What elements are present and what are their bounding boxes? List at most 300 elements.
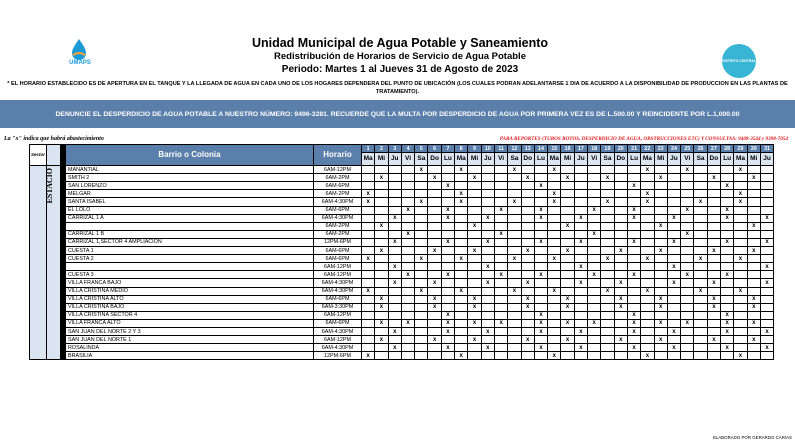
supply-day-cell: x <box>667 327 680 335</box>
supply-day-cell <box>481 303 494 311</box>
supply-day-cell: x <box>760 263 773 271</box>
supply-day-cell: x <box>481 344 494 352</box>
supply-day-cell: x <box>375 336 388 344</box>
supply-day-cell: x <box>627 327 640 335</box>
barrio-name: VILLA FRANCA BAJO <box>66 279 314 287</box>
supply-day-cell <box>401 222 414 230</box>
supply-day-cell <box>481 182 494 190</box>
supply-day-cell <box>415 344 428 352</box>
supply-day-cell <box>667 198 680 206</box>
supply-day-cell <box>681 198 694 206</box>
supply-day-cell <box>455 247 468 255</box>
supply-day-cell: x <box>548 190 561 198</box>
supply-day-cell: x <box>627 344 640 352</box>
barrio-name: SAN JUAN DEL NORTE 2 Y 3 <box>66 327 314 335</box>
supply-day-cell <box>561 182 574 190</box>
horario-value: 6AM-6PM <box>314 206 362 214</box>
weekday-label: Ju <box>760 153 773 166</box>
supply-day-cell: x <box>734 190 747 198</box>
table-row <box>30 206 774 214</box>
supply-day-cell: x <box>694 287 707 295</box>
supply-day-cell <box>548 327 561 335</box>
supply-day-cell: x <box>468 295 481 303</box>
supply-day-cell <box>601 166 614 174</box>
table-row <box>30 287 774 295</box>
supply-day-cell <box>508 271 521 279</box>
supply-day-cell: x <box>534 271 547 279</box>
supply-day-cell <box>561 263 574 271</box>
supply-day-cell: x <box>468 319 481 327</box>
supply-day-cell <box>388 174 401 182</box>
supply-day-cell: x <box>588 230 601 238</box>
supply-day-cell <box>388 230 401 238</box>
barrio-name: SANTA ISABEL <box>66 198 314 206</box>
supply-day-cell <box>521 238 534 246</box>
supply-day-cell <box>388 198 401 206</box>
supply-day-cell <box>588 214 601 222</box>
supply-day-cell <box>601 247 614 255</box>
supply-day-cell: x <box>481 327 494 335</box>
supply-day-cell <box>681 303 694 311</box>
barrio-name <box>66 222 314 230</box>
supply-day-cell: x <box>388 263 401 271</box>
supply-day-cell: x <box>721 271 734 279</box>
supply-day-cell <box>375 230 388 238</box>
supply-day-cell: x <box>401 319 414 327</box>
supply-day-cell <box>681 190 694 198</box>
supply-day-cell <box>494 198 507 206</box>
supply-day-cell <box>415 182 428 190</box>
supply-day-cell <box>362 222 375 230</box>
supply-day-cell <box>614 166 627 174</box>
supply-day-cell <box>721 190 734 198</box>
day-number: 5 <box>415 145 428 153</box>
supply-day-cell <box>601 336 614 344</box>
legend-x-meaning: La "x" indica que habrá abastecimiento <box>4 136 104 142</box>
supply-day-cell: x <box>601 174 614 182</box>
supply-day-cell <box>401 182 414 190</box>
header-row-days <box>30 145 774 153</box>
supply-day-cell <box>441 230 454 238</box>
supply-day-cell <box>561 344 574 352</box>
supply-day-cell <box>481 311 494 319</box>
supply-day-cell <box>508 319 521 327</box>
supply-day-cell <box>681 336 694 344</box>
supply-day-cell <box>481 336 494 344</box>
weekday-label: Lu <box>534 153 547 166</box>
day-number: 25 <box>681 145 694 153</box>
day-number: 22 <box>641 145 654 153</box>
weekday-label: Ma <box>362 153 375 166</box>
table-row <box>30 230 774 238</box>
supply-day-cell <box>694 327 707 335</box>
day-number: 27 <box>707 145 720 153</box>
supply-day-cell <box>760 255 773 263</box>
supply-day-cell: x <box>455 166 468 174</box>
supply-day-cell <box>734 238 747 246</box>
supply-day-cell: x <box>627 206 640 214</box>
supply-day-cell <box>721 174 734 182</box>
supply-day-cell <box>760 287 773 295</box>
weekday-label: Sa <box>601 153 614 166</box>
supply-day-cell <box>481 198 494 206</box>
barrio-name: CUESTA 2 <box>66 255 314 263</box>
supply-day-cell <box>362 182 375 190</box>
supply-day-cell <box>627 222 640 230</box>
supply-day-cell <box>428 352 441 360</box>
supply-day-cell <box>614 344 627 352</box>
supply-day-cell <box>654 190 667 198</box>
supply-day-cell <box>734 182 747 190</box>
supply-day-cell <box>760 198 773 206</box>
supply-day-cell <box>760 206 773 214</box>
barrio-name: VILLA CRISTINA BAJO <box>66 303 314 311</box>
barrio-name: CARRIZAL 1,SECTOR 4 AMPLIACION <box>66 238 314 246</box>
supply-day-cell <box>667 222 680 230</box>
supply-day-cell <box>441 222 454 230</box>
supply-day-cell <box>508 327 521 335</box>
distrito-central-logo <box>722 44 756 78</box>
supply-day-cell: x <box>760 279 773 287</box>
horario-column-header: Horario <box>314 145 362 166</box>
supply-day-cell: x <box>601 287 614 295</box>
supply-day-cell <box>388 247 401 255</box>
supply-day-cell <box>707 222 720 230</box>
supply-day-cell <box>654 287 667 295</box>
supply-day-cell <box>428 190 441 198</box>
supply-day-cell <box>561 214 574 222</box>
day-number: 12 <box>508 145 521 153</box>
supply-day-cell <box>760 336 773 344</box>
supply-day-cell <box>388 303 401 311</box>
supply-day-cell <box>614 222 627 230</box>
supply-day-cell <box>747 190 760 198</box>
supply-day-cell <box>441 279 454 287</box>
supply-day-cell <box>455 238 468 246</box>
supply-day-cell <box>468 344 481 352</box>
supply-day-cell <box>415 263 428 271</box>
supply-day-cell <box>694 303 707 311</box>
supply-day-cell <box>388 352 401 360</box>
supply-day-cell <box>441 263 454 271</box>
supply-day-cell <box>534 287 547 295</box>
day-number: 8 <box>455 145 468 153</box>
supply-day-cell <box>707 327 720 335</box>
supply-day-cell <box>588 198 601 206</box>
supply-day-cell <box>654 263 667 271</box>
supply-day-cell: x <box>362 198 375 206</box>
schedule-note: * EL HORARIO ESTABLECIDO ES DE APERTURA EN EL TANQUE Y LA LLEGADA DE AGUA EN CADA UNO DE LOS HOGARES DEPENDERA DEL PUNTO DE UBICACIÓN (LOS CUALES PODRAN ADELANTARSE 1 DIA DE ACUERDO A LA DISPONIBILIDAD DE PRODUCCION EN LAS PLANTAS DE TRATAMIENTO). <box>7 81 788 95</box>
supply-day-cell <box>508 311 521 319</box>
supply-day-cell <box>614 238 627 246</box>
supply-day-cell: x <box>415 287 428 295</box>
supply-day-cell <box>747 198 760 206</box>
supply-day-cell <box>654 255 667 263</box>
supply-day-cell <box>707 198 720 206</box>
supply-day-cell: x <box>707 336 720 344</box>
supply-day-cell <box>574 222 587 230</box>
supply-day-cell <box>694 238 707 246</box>
table-row <box>30 182 774 190</box>
supply-day-cell <box>614 352 627 360</box>
supply-day-cell <box>362 206 375 214</box>
supply-day-cell <box>428 238 441 246</box>
supply-day-cell: x <box>428 336 441 344</box>
supply-day-cell: x <box>747 174 760 182</box>
supply-day-cell <box>654 279 667 287</box>
supply-day-cell: x <box>375 303 388 311</box>
supply-day-cell <box>561 230 574 238</box>
supply-day-cell <box>694 311 707 319</box>
horario-value: 6AM-4:30PM <box>314 279 362 287</box>
supply-day-cell <box>508 352 521 360</box>
supply-day-cell: x <box>574 214 587 222</box>
supply-day-cell <box>401 238 414 246</box>
supply-day-cell <box>494 263 507 271</box>
barrio-name: CUESTA 1 <box>66 247 314 255</box>
supply-day-cell <box>654 327 667 335</box>
supply-day-cell <box>428 327 441 335</box>
supply-day-cell: x <box>627 238 640 246</box>
supply-day-cell <box>534 166 547 174</box>
supply-day-cell <box>375 344 388 352</box>
supply-day-cell <box>747 279 760 287</box>
supply-day-cell <box>481 222 494 230</box>
supply-day-cell <box>707 190 720 198</box>
supply-day-cell: x <box>428 247 441 255</box>
supply-day-cell <box>734 271 747 279</box>
supply-day-cell <box>375 271 388 279</box>
supply-day-cell <box>375 182 388 190</box>
supply-day-cell: x <box>707 295 720 303</box>
supply-day-cell <box>455 222 468 230</box>
supply-day-cell <box>468 255 481 263</box>
supply-day-cell <box>441 190 454 198</box>
supply-day-cell <box>494 238 507 246</box>
supply-day-cell: x <box>428 295 441 303</box>
supply-day-cell <box>574 247 587 255</box>
supply-day-cell <box>614 198 627 206</box>
supply-day-cell <box>508 230 521 238</box>
supply-day-cell <box>707 182 720 190</box>
supply-day-cell: x <box>521 295 534 303</box>
weekday-label: Do <box>428 153 441 166</box>
supply-day-cell <box>721 295 734 303</box>
supply-day-cell: x <box>627 319 640 327</box>
supply-day-cell <box>734 327 747 335</box>
supply-day-cell <box>362 344 375 352</box>
supply-day-cell <box>388 295 401 303</box>
weekday-label: Ma <box>548 153 561 166</box>
supply-day-cell <box>760 190 773 198</box>
supply-day-cell <box>534 255 547 263</box>
supply-day-cell <box>627 336 640 344</box>
supply-day-cell <box>561 206 574 214</box>
supply-day-cell <box>362 311 375 319</box>
supply-day-cell: x <box>455 198 468 206</box>
supply-day-cell <box>721 352 734 360</box>
horario-value: 6AM-6PM <box>314 319 362 327</box>
supply-day-cell <box>627 174 640 182</box>
supply-day-cell <box>561 255 574 263</box>
supply-day-cell <box>641 279 654 287</box>
supply-day-cell: x <box>388 344 401 352</box>
supply-day-cell: x <box>508 287 521 295</box>
supply-day-cell: x <box>681 319 694 327</box>
supply-day-cell <box>455 327 468 335</box>
supply-day-cell <box>362 295 375 303</box>
barrio-name: VILLA CRISTINA SECTOR 4 <box>66 311 314 319</box>
table-row <box>30 174 774 182</box>
table-row <box>30 271 774 279</box>
umaps-logo-text: UMAPS <box>69 60 91 66</box>
supply-day-cell <box>455 279 468 287</box>
supply-day-cell <box>401 311 414 319</box>
supply-day-cell <box>588 263 601 271</box>
supply-day-cell <box>641 327 654 335</box>
footer-credit: ELABORADO POR GERARDO CARIAS <box>712 435 792 440</box>
supply-day-cell <box>375 287 388 295</box>
supply-day-cell: x <box>534 182 547 190</box>
supply-day-cell: x <box>428 303 441 311</box>
supply-day-cell <box>508 263 521 271</box>
supply-day-cell <box>747 263 760 271</box>
supply-day-cell <box>468 263 481 271</box>
supply-day-cell <box>481 255 494 263</box>
supply-day-cell <box>388 190 401 198</box>
supply-day-cell: x <box>667 214 680 222</box>
barrio-name: EL LOLO <box>66 206 314 214</box>
supply-day-cell <box>548 303 561 311</box>
supply-day-cell <box>428 166 441 174</box>
supply-day-cell <box>694 230 707 238</box>
supply-day-cell <box>508 238 521 246</box>
sector-name: ESTACIO <box>45 168 54 204</box>
supply-day-cell: x <box>441 238 454 246</box>
horario-value: 12PM-6PM <box>314 238 362 246</box>
supply-day-cell <box>468 166 481 174</box>
supply-day-cell <box>654 198 667 206</box>
supply-day-cell <box>494 279 507 287</box>
supply-day-cell <box>362 279 375 287</box>
weekday-label: Do <box>521 153 534 166</box>
barrio-name: CARRIZAL 1 A <box>66 214 314 222</box>
supply-day-cell <box>362 271 375 279</box>
supply-day-cell <box>521 311 534 319</box>
supply-day-cell <box>468 238 481 246</box>
supply-day-cell <box>734 295 747 303</box>
supply-day-cell: x <box>521 336 534 344</box>
horario-value: 6AM-6PM <box>314 247 362 255</box>
supply-day-cell <box>534 198 547 206</box>
supply-day-cell: x <box>455 255 468 263</box>
supply-day-cell <box>574 303 587 311</box>
supply-day-cell: x <box>468 336 481 344</box>
supply-day-cell: x <box>481 263 494 271</box>
supply-day-cell <box>401 303 414 311</box>
supply-day-cell <box>401 198 414 206</box>
supply-day-cell <box>734 214 747 222</box>
supply-day-cell: x <box>441 214 454 222</box>
supply-day-cell <box>694 336 707 344</box>
supply-day-cell: x <box>747 295 760 303</box>
weekday-label: Ju <box>574 153 587 166</box>
supply-day-cell <box>401 214 414 222</box>
day-number: 9 <box>468 145 481 153</box>
supply-day-cell <box>494 247 507 255</box>
supply-day-cell <box>654 238 667 246</box>
supply-day-cell: x <box>574 263 587 271</box>
supply-day-cell <box>747 287 760 295</box>
supply-day-cell <box>747 238 760 246</box>
weekday-label: Ma <box>455 153 468 166</box>
supply-day-cell <box>747 327 760 335</box>
supply-day-cell <box>508 174 521 182</box>
weekday-label: Sa <box>415 153 428 166</box>
distrito-central-logo-text: DISTRITO CENTRAL <box>722 59 756 63</box>
supply-day-cell <box>574 287 587 295</box>
supply-day-cell <box>667 166 680 174</box>
supply-day-cell <box>428 182 441 190</box>
supply-day-cell: x <box>388 327 401 335</box>
weekday-label: Ma <box>734 153 747 166</box>
supply-day-cell <box>468 287 481 295</box>
supply-day-cell: x <box>707 247 720 255</box>
supply-day-cell <box>641 182 654 190</box>
supply-day-cell <box>468 198 481 206</box>
barrio-name <box>66 263 314 271</box>
supply-day-cell <box>388 319 401 327</box>
supply-day-cell: x <box>747 336 760 344</box>
supply-day-cell <box>428 255 441 263</box>
supply-day-cell <box>760 295 773 303</box>
supply-day-cell: x <box>534 214 547 222</box>
supply-day-cell <box>428 344 441 352</box>
supply-day-cell <box>601 263 614 271</box>
supply-day-cell <box>681 327 694 335</box>
supply-day-cell: x <box>627 311 640 319</box>
supply-day-cell <box>548 319 561 327</box>
barrio-name: SMITH 2 <box>66 174 314 182</box>
supply-day-cell <box>362 174 375 182</box>
supply-day-cell: x <box>641 198 654 206</box>
supply-day-cell: x <box>734 198 747 206</box>
supply-day-cell <box>561 279 574 287</box>
supply-day-cell: x <box>415 255 428 263</box>
supply-day-cell <box>667 311 680 319</box>
supply-day-cell <box>760 247 773 255</box>
supply-day-cell: x <box>388 279 401 287</box>
supply-day-cell <box>468 206 481 214</box>
supply-day-cell <box>681 352 694 360</box>
supply-day-cell <box>654 352 667 360</box>
table-row <box>30 352 774 360</box>
supply-day-cell: x <box>441 311 454 319</box>
weekday-label: Do <box>614 153 627 166</box>
supply-day-cell <box>494 352 507 360</box>
supply-day-cell <box>455 295 468 303</box>
supply-day-cell <box>574 190 587 198</box>
supply-day-cell <box>694 344 707 352</box>
supply-day-cell: x <box>627 214 640 222</box>
supply-day-cell <box>441 247 454 255</box>
supply-day-cell <box>388 271 401 279</box>
supply-day-cell <box>734 319 747 327</box>
supply-day-cell: x <box>574 327 587 335</box>
supply-day-cell: x <box>654 174 667 182</box>
horario-value: 6AM-2PM <box>314 222 362 230</box>
supply-day-cell: x <box>681 166 694 174</box>
